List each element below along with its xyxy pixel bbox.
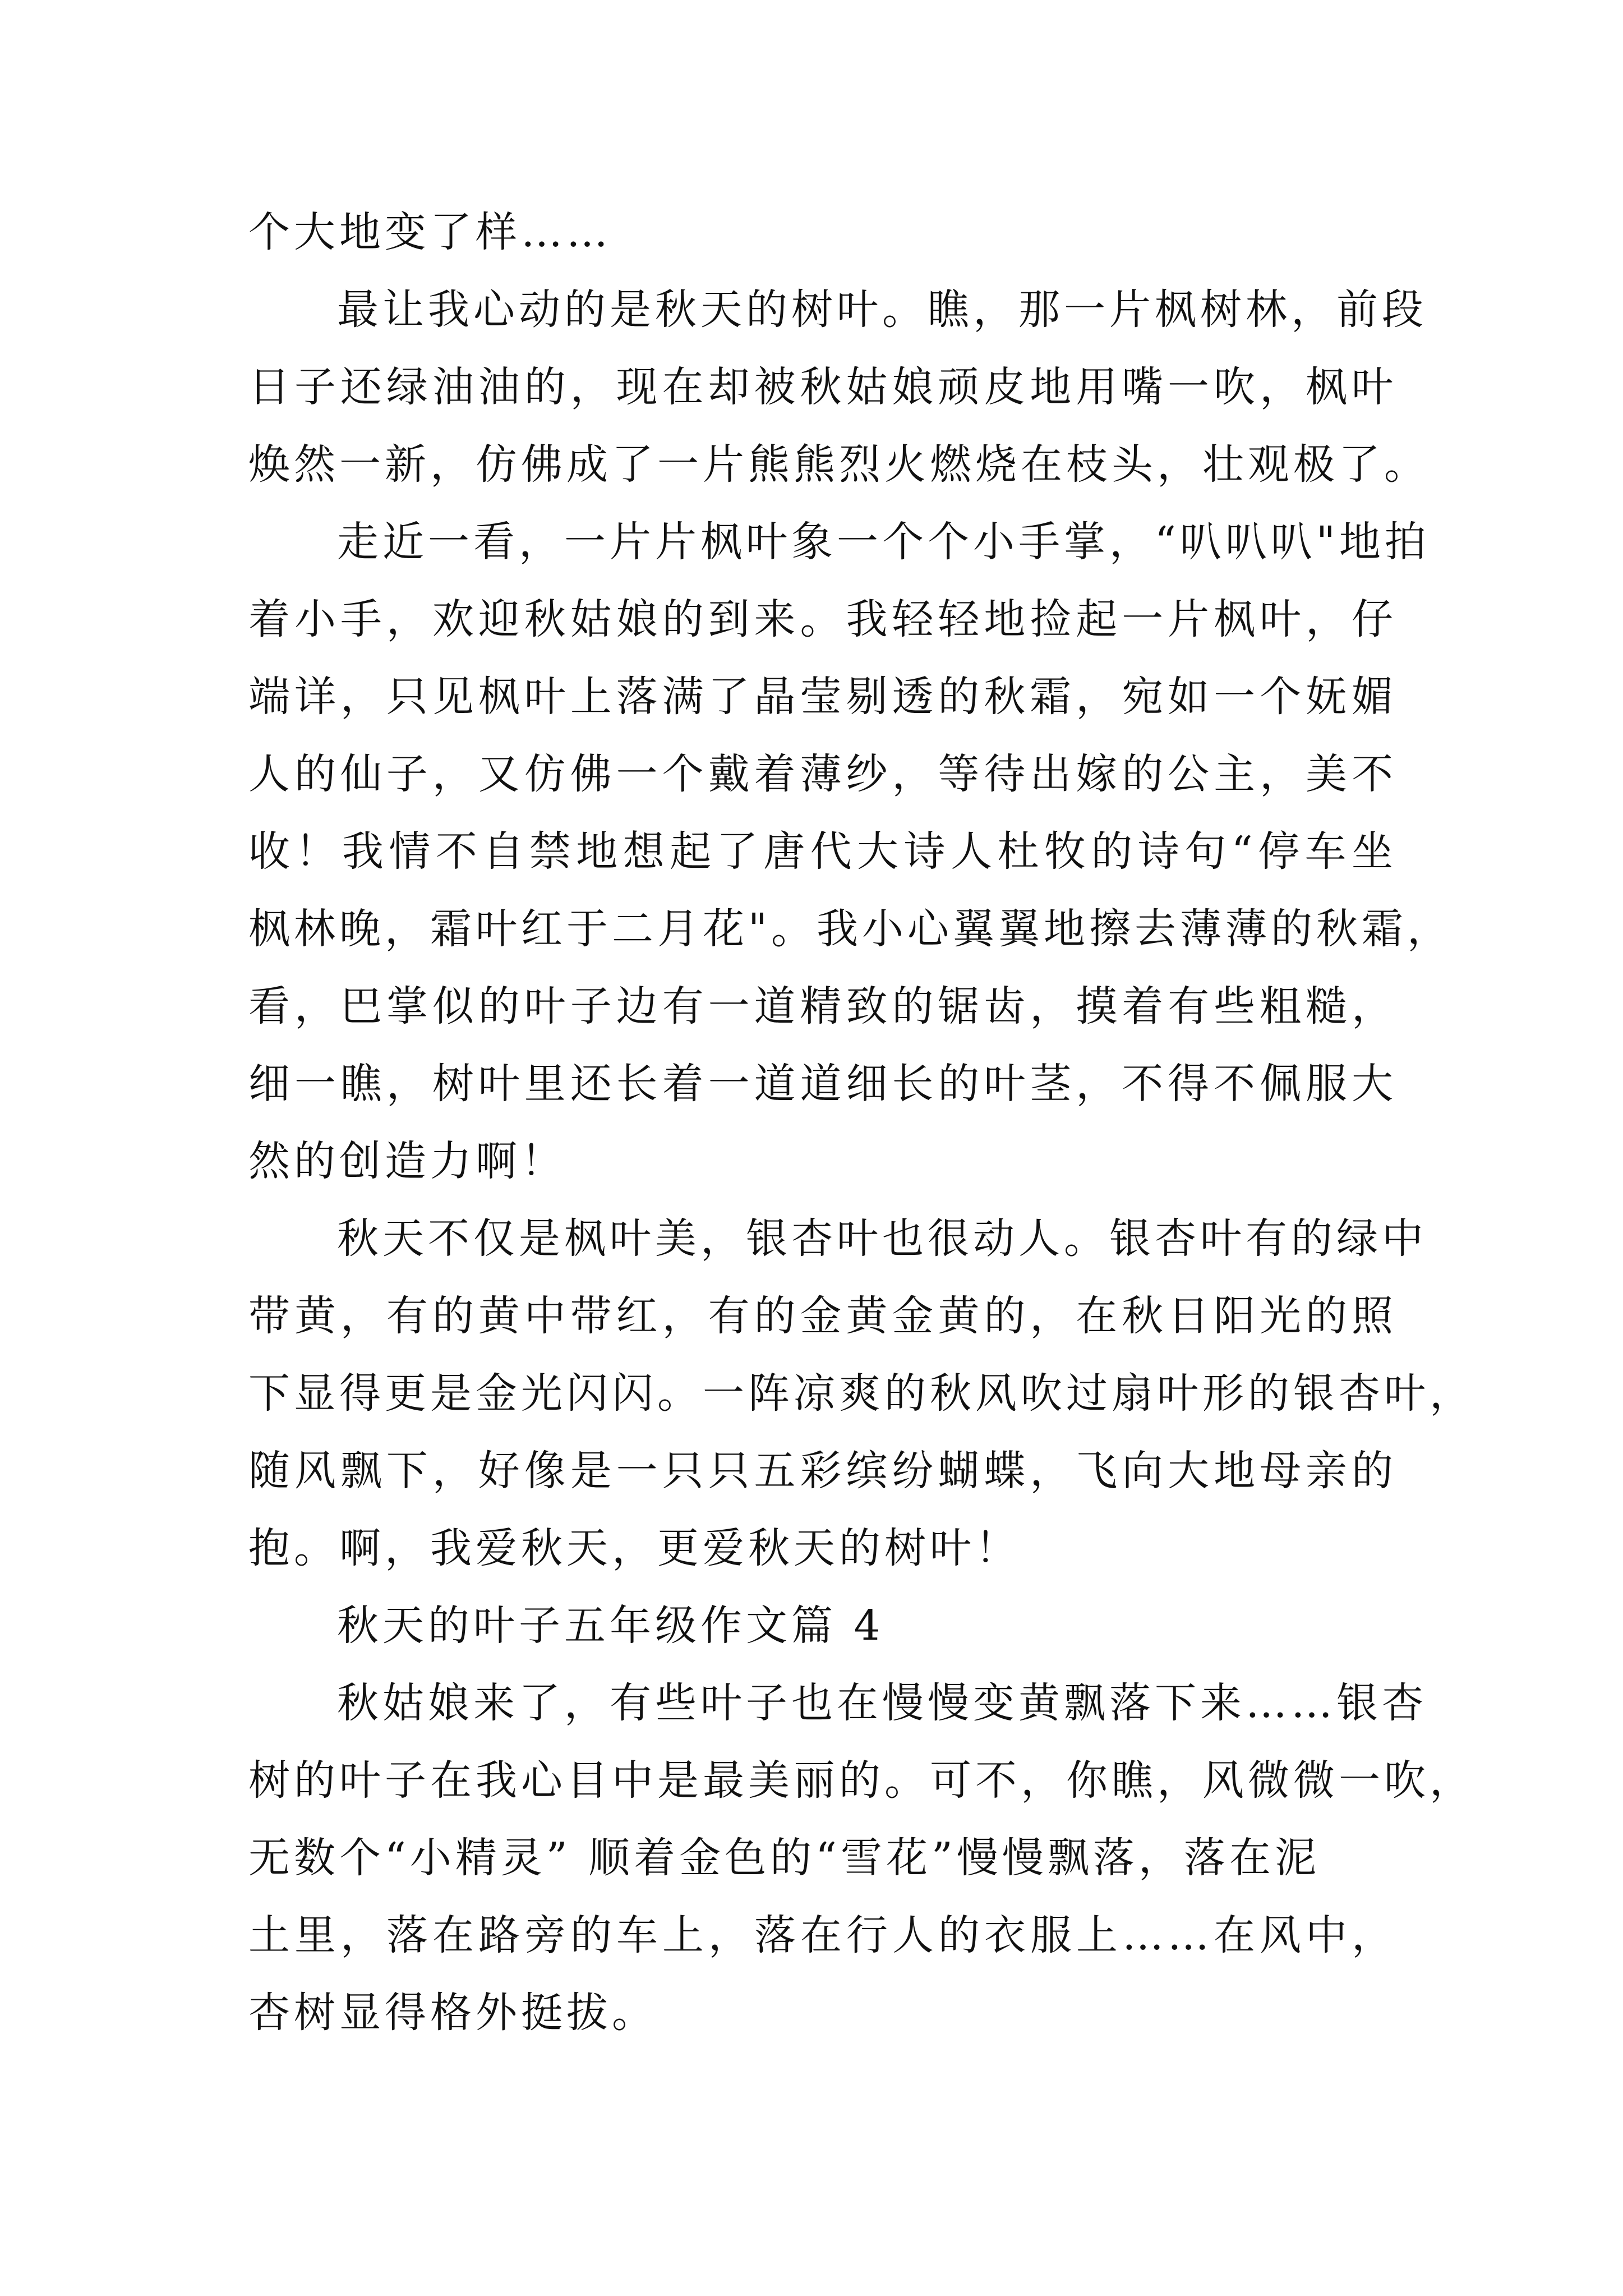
text-line: 日子还绿油油的，现在却被秋姑娘顽皮地用嘴一吹，枫叶 xyxy=(248,363,1397,411)
text-line: 收！我情不自禁地想起了唐代大诗人杜牧的诗句“停车坐 xyxy=(248,827,1397,876)
text-line: 然的创造力啊！ xyxy=(248,1137,566,1185)
document-body xyxy=(248,194,1475,2051)
text-line: 树的叶子在我心目中是最美丽的。可不，你瞧，风微微一吹， xyxy=(248,1756,1475,1805)
text-line: 细一瞧，树叶里还长着一道道细长的叶茎，不得不佩服大 xyxy=(248,1060,1397,1108)
text-line: 枫林晚，霜叶红于二月花"。我小心翼翼地擦去薄薄的秋霜， xyxy=(248,905,1453,953)
text-line: 土里，落在路旁的车上，落在行人的衣服上……在风中， xyxy=(248,1911,1397,1959)
text-line: 杏树显得格外挺拔。 xyxy=(248,1989,657,2037)
text-line: 看，巴掌似的叶子边有一道精致的锯齿，摸着有些粗糙， xyxy=(248,982,1397,1030)
text-line: 端详，只见枫叶上落满了晶莹剔透的秋霜，宛如一个妩媚 xyxy=(248,673,1397,721)
paragraph-start-line: 秋姑娘来了，有些叶子也在慢慢变黄飘落下来……银杏 xyxy=(337,1679,1427,1727)
text-line: 下显得更是金光闪闪。一阵凉爽的秋风吹过扇叶形的银杏叶， xyxy=(248,1369,1475,1418)
text-line: 随风飘下，好像是一只只五彩缤纷蝴蝶，飞向大地母亲的 xyxy=(248,1447,1397,1495)
text-line: 焕然一新，仿佛成了一片熊熊烈火燃烧在枝头，壮观极了。 xyxy=(248,440,1430,489)
text-line: 人的仙子，又仿佛一个戴着薄纱，等待出嫁的公主，美不 xyxy=(248,750,1397,798)
text-line: 个大地变了样…… xyxy=(248,208,612,256)
text-line: 带黄，有的黄中带红，有的金黄金黄的，在秋日阳光的照 xyxy=(248,1292,1397,1340)
paragraph-start-line: 走近一看，一片片枫叶象一个个小手掌，“叭叭叭"地拍 xyxy=(337,518,1430,566)
paragraph-start-line: 最让我心动的是秋天的树叶。瞧，那一片枫树林，前段 xyxy=(337,286,1427,334)
paragraph-start-line: 秋天不仅是枫叶美，银杏叶也很动人。银杏叶有的绿中 xyxy=(337,1214,1427,1263)
text-line: 着小手，欢迎秋姑娘的到来。我轻轻地捡起一片枫叶，仔 xyxy=(248,595,1397,643)
section-heading: 秋天的叶子五年级作文篇 4 xyxy=(337,1602,884,1650)
text-line: 无数个“小精灵” 顺着金色的“雪花”慢慢飘落，落在泥 xyxy=(248,1834,1320,1882)
text-line: 抱。啊，我爱秋天，更爱秋天的树叶！ xyxy=(248,1524,1021,1572)
